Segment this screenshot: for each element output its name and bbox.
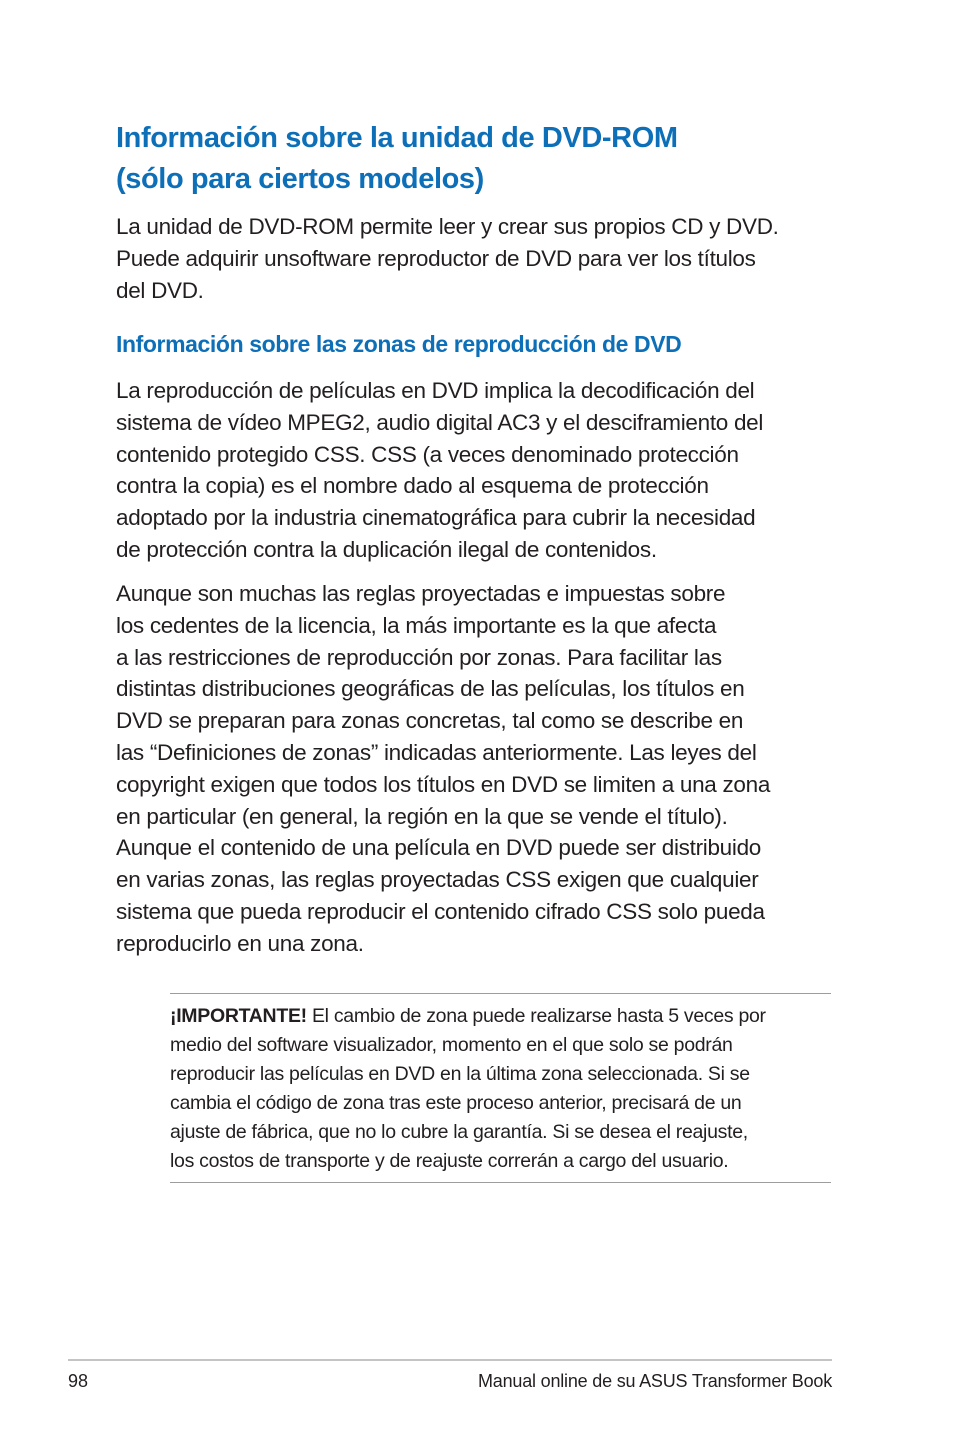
text-line: de protección contra la duplicación ilegal de contenidos. <box>116 536 657 562</box>
text-line: sistema que pueda reproducir el contenido cifrado CSS solo pueda <box>116 898 765 924</box>
text-line: Aunque son muchas las reglas proyectadas e impuestas sobre <box>116 581 726 606</box>
page-number: 98 <box>68 1371 89 1391</box>
note-line: cambia el código de zona tras este proceso anterior, precisará de un <box>170 1092 742 1114</box>
text-line: las “Definiciones de zonas” indicadas anteriormente. Las leyes del <box>116 739 757 765</box>
text-line: en varias zonas, las reglas proyectadas CSS exigen que cualquier <box>116 867 759 893</box>
text-line: DVD se preparan para zonas concretas, tal como se describe en <box>116 708 744 734</box>
text-line: Aunque el contenido de una película en DVD puede ser distribuido <box>116 835 762 861</box>
note-line: medio del software visualizador, momento en el que solo se podrán <box>170 1034 733 1056</box>
page-title <box>116 118 836 200</box>
text-line: Puede adquirir unsoftware reproductor de DVD para ver los títulos <box>116 245 756 271</box>
note-first-line-rest: El cambio de zona puede realizarse hasta 5 veces por <box>306 1005 766 1027</box>
note-line: ajuste de fábrica, que no lo cubre la garantía. Si se desea el reajuste, <box>170 1121 748 1143</box>
important-label: ¡IMPORTANTE! <box>170 1005 307 1027</box>
manual-title: Manual online de su ASUS Transformer Book <box>478 1371 832 1391</box>
text-line: contra la copia) es el nombre dado al esquema de protección <box>116 473 709 499</box>
note-line <box>170 1002 831 1031</box>
section-paragraph-2 <box>116 578 836 960</box>
section-subtitle: Información sobre las zonas de reproducción de DVD <box>116 331 682 357</box>
text-line: adoptado por la industria cinematográfica para cubrir la necesidad <box>116 505 756 531</box>
important-note-text <box>170 1002 831 1176</box>
text-line: en particular (en general, la región en la que se vende el título). <box>116 803 728 829</box>
text-line: del DVD. <box>116 277 204 303</box>
text-line: reproducirlo en una zona. <box>116 930 364 956</box>
text-line: a las restricciones de reproducción por zonas. Para facilitar las <box>116 644 722 670</box>
text-line: sistema de vídeo MPEG2, audio digital AC3 y el desciframiento del <box>116 409 764 435</box>
text-line: los cedentes de la licencia, la más importante es la que afecta <box>116 612 717 638</box>
note-line: los costos de transporte y de reajuste correrán a cargo del usuario. <box>170 1150 729 1172</box>
page-title-line: Información sobre la unidad de DVD-ROM <box>116 122 678 154</box>
text-line: La reproducción de películas en DVD implica la decodificación del <box>116 378 755 403</box>
important-note-box <box>170 993 831 1183</box>
footer-divider <box>68 1359 832 1361</box>
text-line: distintas distribuciones geográficas de las películas, los títulos en <box>116 676 745 702</box>
page-title-line: (sólo para ciertos modelos) <box>116 163 484 195</box>
intro-paragraph <box>116 211 836 306</box>
text-line: La unidad de DVD-ROM permite leer y crear sus propios CD y DVD. <box>116 214 779 239</box>
text-line: contenido protegido CSS. CSS (a veces denominado protección <box>116 441 739 467</box>
section-paragraph-1 <box>116 375 836 566</box>
note-line: reproducir las películas en DVD en la última zona seleccionada. Si se <box>170 1063 750 1085</box>
text-line: copyright exigen que todos los títulos en DVD se limiten a una zona <box>116 771 771 797</box>
